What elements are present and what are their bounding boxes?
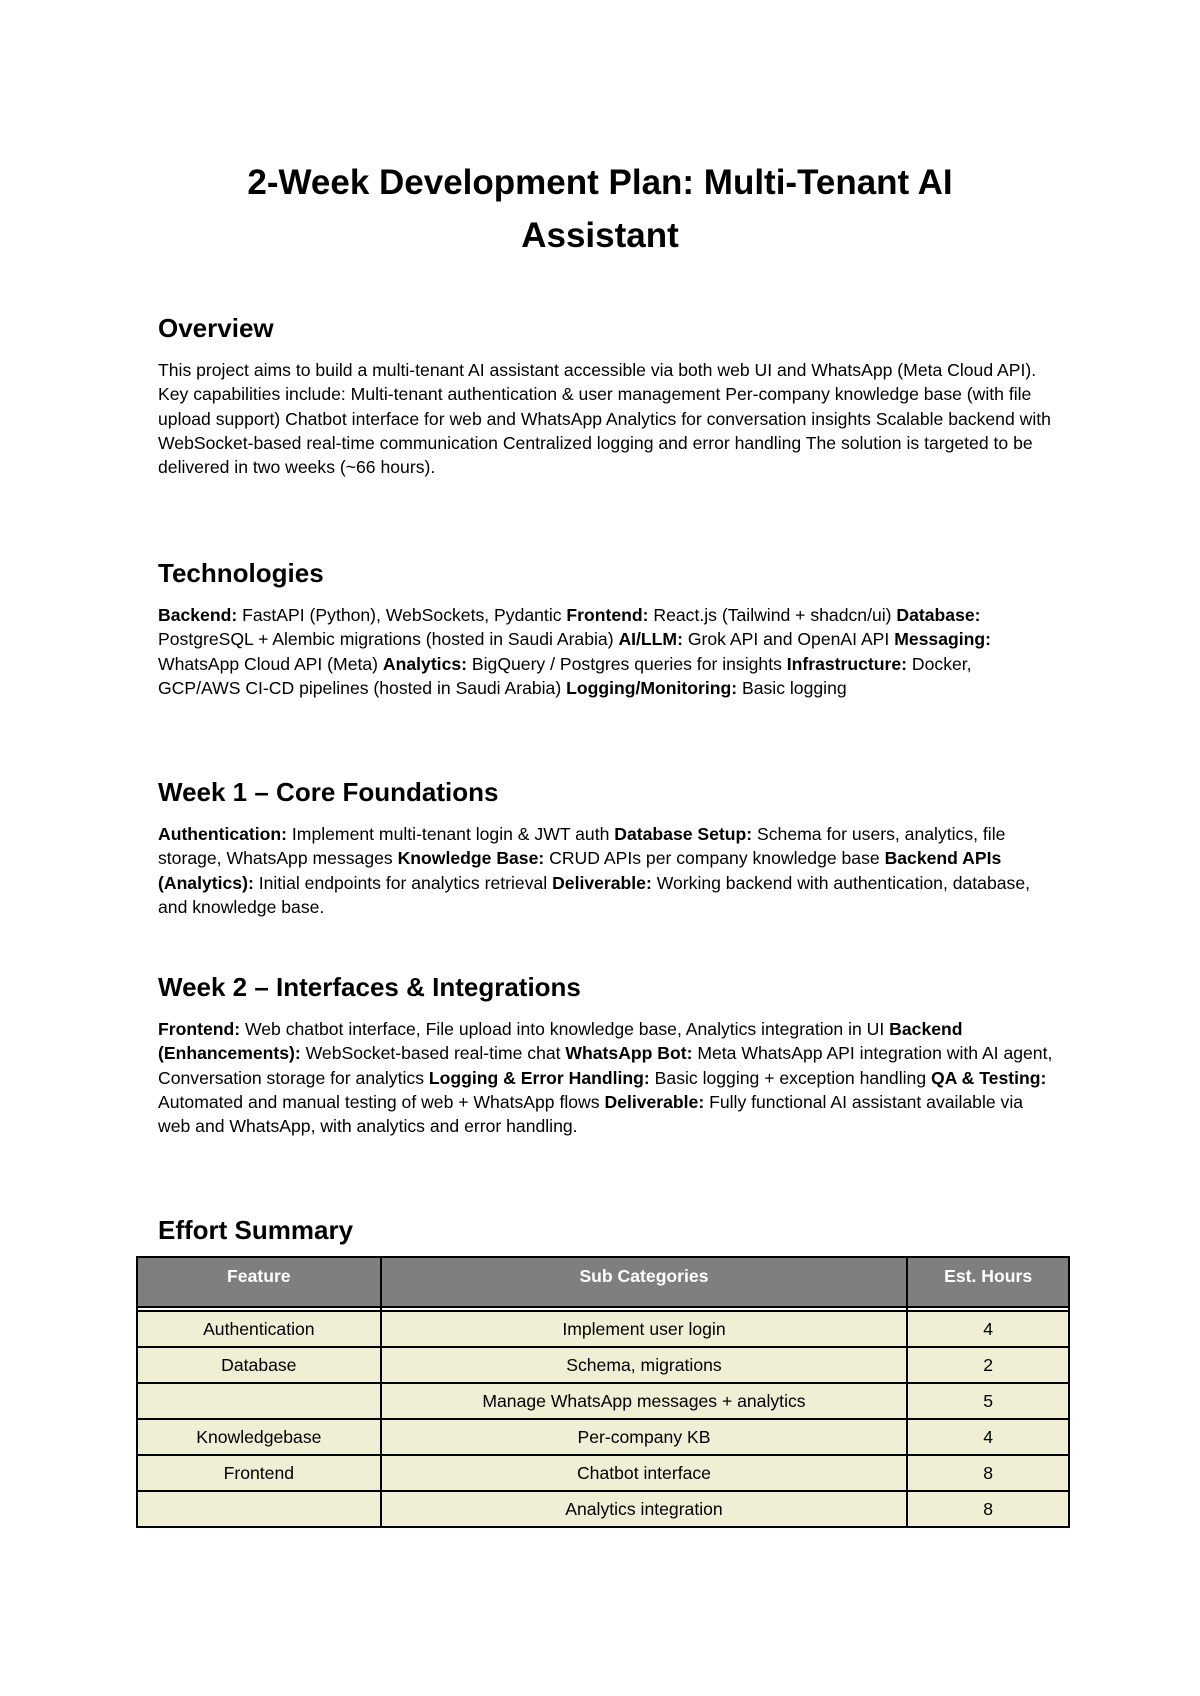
item-text: Schema for users, analytics, file storage, WhatsApp messages (158, 824, 1006, 869)
header-est-hours: Est. Hours (907, 1257, 1069, 1307)
item-label: QA & Testing: (931, 1067, 1047, 1088)
item-label: Backend: (158, 605, 238, 625)
cell-sub-category: Schema, migrations (381, 1347, 908, 1383)
table-row (137, 1311, 1069, 1347)
cell-hours: 2 (907, 1347, 1069, 1383)
cell-sub-category: Per-company KB (381, 1419, 908, 1455)
overview-section (158, 312, 1058, 479)
cell-sub-category: Implement user login (381, 1311, 908, 1347)
table-row (137, 1347, 1069, 1383)
item-text: Grok API and OpenAI API (682, 629, 895, 650)
week1-text (158, 822, 1058, 919)
item-label: WhatsApp Bot: (565, 1043, 693, 1064)
item-text: React.js (Tailwind + shadcn/ui) (648, 605, 897, 625)
cell-hours: 4 (907, 1419, 1069, 1455)
item-label: Analytics: (382, 653, 467, 674)
item-text: Docker, GCP/AWS CI-CD pipelines (hosted in Saudi Arabia) (158, 653, 972, 698)
item-label: AI/LLM: (618, 629, 683, 650)
item-text: BigQuery / Postgres queries for insights (467, 653, 787, 674)
week2-section (158, 971, 1058, 1138)
title-line-1: 2-Week Development Plan: Multi-Tenant AI (247, 163, 953, 202)
item-text: WebSocket-based real-time chat (300, 1043, 566, 1064)
effort-heading: Effort Summary (158, 1215, 354, 1245)
item-text: Basic logging + exception handling (649, 1067, 931, 1088)
technologies-heading: Technologies (158, 558, 324, 588)
item-text: Web chatbot interface, File upload into knowledge base, Analytics integration in UI (240, 1019, 890, 1039)
item-label: Knowledge Base: (397, 848, 545, 869)
week2-heading: Week 2 – Interfaces & Integrations (158, 972, 581, 1002)
item-label: Deliverable: (552, 872, 652, 893)
item-label: Frontend: (566, 605, 649, 625)
cell-feature: Authentication (137, 1311, 381, 1347)
cell-feature: Database (137, 1347, 381, 1383)
week2-text (158, 1017, 1058, 1138)
table-row (137, 1491, 1069, 1527)
item-text: Basic logging (737, 677, 847, 698)
overview-heading: Overview (158, 313, 274, 343)
effort-table (136, 1256, 1070, 1528)
header-feature: Feature (137, 1257, 381, 1307)
document-title (150, 156, 1050, 262)
item-label: Database: (896, 605, 981, 625)
item-label: Database Setup: (614, 824, 753, 844)
table-row (137, 1383, 1069, 1419)
item-label: Infrastructure: (786, 653, 908, 674)
item-text: WhatsApp Cloud API (Meta) (158, 653, 383, 674)
table-row (137, 1419, 1069, 1455)
item-label: Frontend: (158, 1019, 241, 1039)
cell-sub-category: Manage WhatsApp messages + analytics (381, 1383, 908, 1419)
item-text: Automated and manual testing of web + WhatsApp flows (158, 1091, 605, 1112)
cell-feature: Frontend (137, 1455, 381, 1491)
technologies-section (158, 557, 1058, 700)
cell-hours: 8 (907, 1491, 1069, 1527)
cell-feature (137, 1491, 381, 1527)
header-sub-categories: Sub Categories (381, 1257, 908, 1307)
effort-table-wrap (136, 1256, 1070, 1528)
table-row (137, 1455, 1069, 1491)
cell-hours: 8 (907, 1455, 1069, 1491)
cell-hours: 5 (907, 1383, 1069, 1419)
cell-feature: Knowledgebase (137, 1419, 381, 1455)
week1-heading: Week 1 – Core Foundations (158, 777, 499, 807)
cell-feature (137, 1383, 381, 1419)
cell-sub-category: Chatbot interface (381, 1455, 908, 1491)
cell-sub-category: Analytics integration (381, 1491, 908, 1527)
item-label: Logging & Error Handling: (428, 1067, 650, 1088)
item-label: Logging/Monitoring: (566, 677, 738, 698)
effort-section (158, 1214, 1058, 1246)
item-text: PostgreSQL + Alembic migrations (hosted in Saudi Arabia) (158, 629, 619, 650)
item-text: Implement multi-tenant login & JWT auth (287, 824, 615, 844)
item-label: Deliverable: (604, 1091, 705, 1112)
cell-hours: 4 (907, 1311, 1069, 1347)
overview-text: This project aims to build a multi-tenant AI assistant accessible via both web UI and WhatsApp (Meta Cloud API). Key capabilities include: Multi-tenant authentication & user management Per-company knowledge base (with file upload support) Chatbot interface for web and WhatsApp Analytics for conversation insights Scalable backend with WebSocket-based real-time communication Centralized logging and error handling The solution is targeted to be delivered in two weeks (~66 hours). (158, 360, 1051, 478)
title-line-2: Assistant (521, 216, 679, 255)
item-text: FastAPI (Python), WebSockets, Pydantic (237, 605, 567, 625)
item-label: Authentication: (158, 824, 288, 844)
item-text: Initial endpoints for analytics retrieval (253, 872, 553, 893)
technologies-text (158, 603, 1058, 700)
effort-table-header-row (137, 1257, 1069, 1307)
item-label: Backend APIs (Analytics): (158, 848, 1002, 893)
week1-section (158, 776, 1058, 919)
item-text: CRUD APIs per company knowledge base (544, 848, 885, 869)
item-text: Working backend with authentication, database, and knowledge base. (158, 872, 1031, 917)
item-text: Fully functional AI assistant available via web and WhatsApp, with analytics and error handling. (158, 1091, 1024, 1137)
item-label: Messaging: (894, 629, 991, 650)
item-label: Backend (Enhancements): (158, 1019, 963, 1064)
item-text: Meta WhatsApp API integration with AI agent, Conversation storage for analytics (158, 1043, 1053, 1088)
